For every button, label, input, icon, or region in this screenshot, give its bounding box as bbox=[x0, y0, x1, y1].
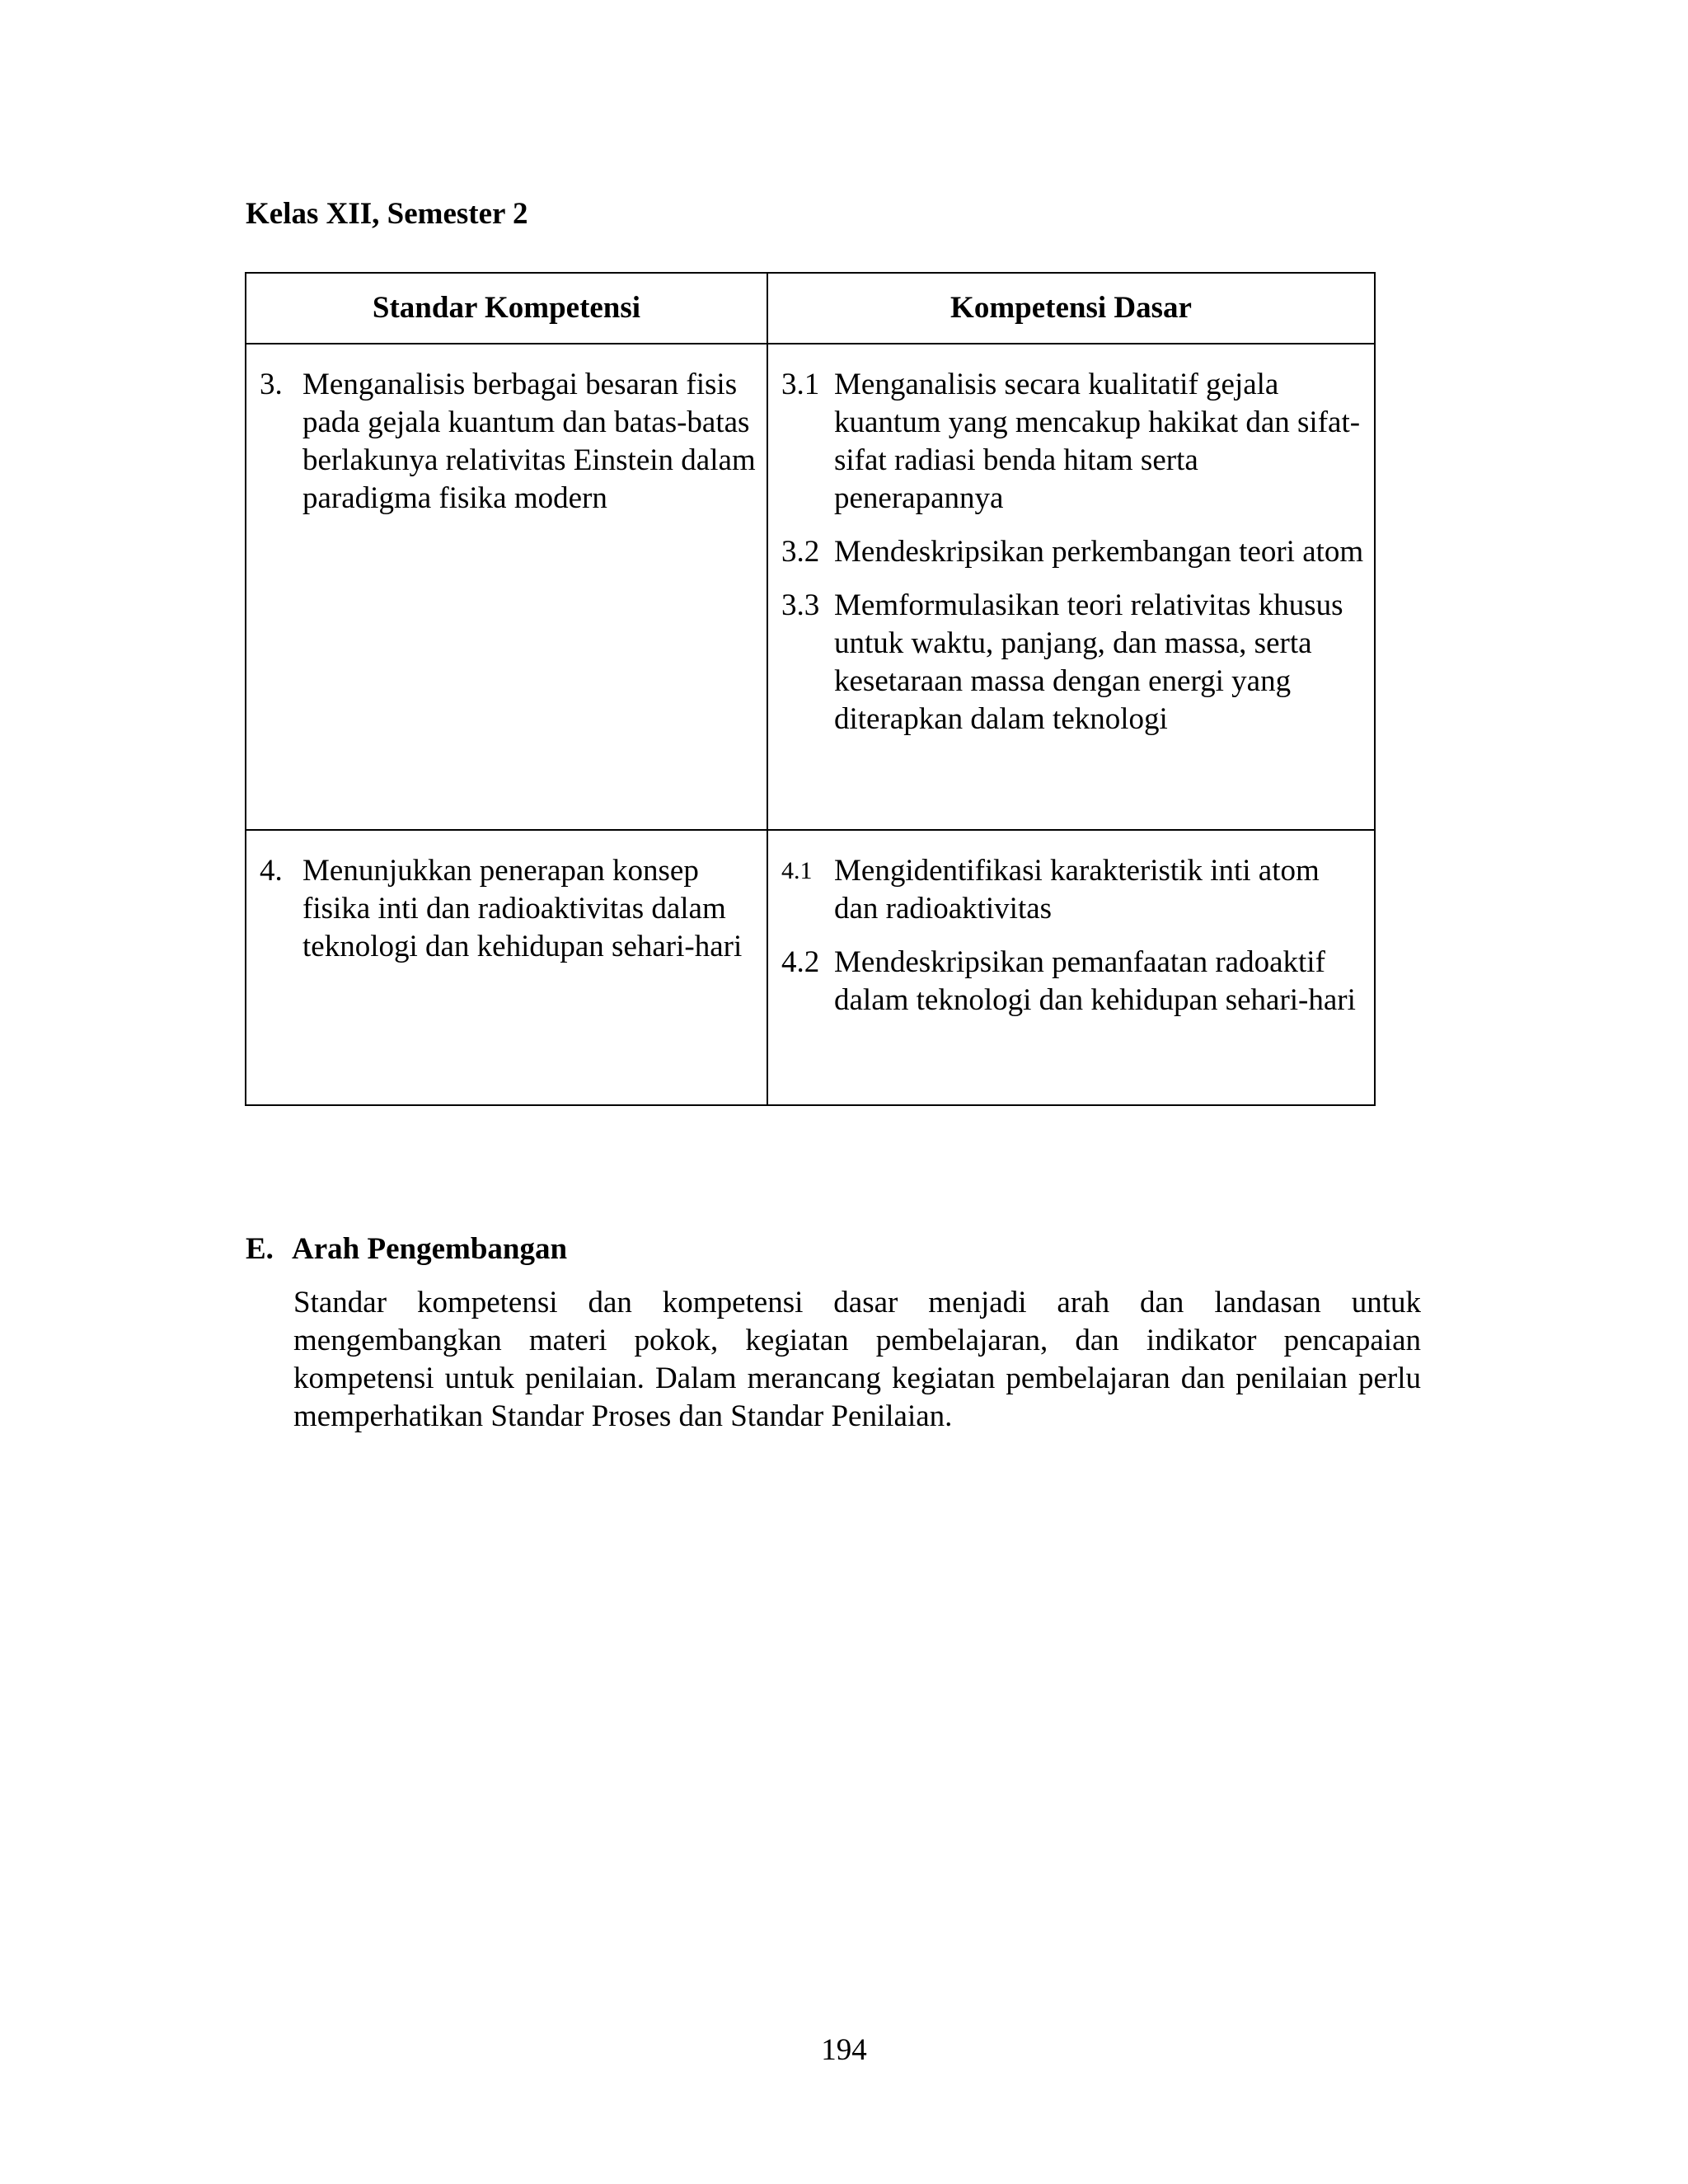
kd-item bbox=[781, 366, 1366, 518]
kd-item bbox=[781, 587, 1366, 738]
kd-item bbox=[781, 944, 1366, 1019]
header-kompetensi-dasar: Kompetensi Dasar bbox=[767, 273, 1375, 344]
sk-number: 4. bbox=[260, 854, 283, 888]
kd-item bbox=[781, 533, 1366, 571]
kd-text: Mendeskripsikan pemanfaatan radoaktif dalam teknologi dan kehidupan sehari-hari bbox=[834, 945, 1356, 1017]
section-e-body: Standar kompetensi dan kompetensi dasar menjadi arah dan landasan untuk mengembangkan materi pokok, kegiatan pembelajaran, dan indikator pencapaian kompetensi untuk penilaian. Dalam merancang kegiatan pembelajaran dan penilaian perlu memperhatikan Standar Proses dan Standar Penilaian. bbox=[293, 1286, 1421, 1433]
kd-cell bbox=[767, 830, 1375, 1105]
sk-text: Menunjukkan penerapan konsep fisika inti dan radioaktivitas dalam teknologi dan kehidupan sehari-hari bbox=[302, 854, 743, 963]
sk-text: Menganalisis berbagai besaran fisis pada gejala kuantum dan batas-batas berlakunya relativitas Einstein dalam paradigma fisika modern bbox=[302, 368, 756, 515]
section-e-heading bbox=[246, 1231, 567, 1267]
section-e-letter: E. bbox=[246, 1232, 274, 1266]
kd-number: 4.1 bbox=[781, 857, 813, 884]
kd-text: Mengidentifikasi karakteristik inti atom dan radioaktivitas bbox=[834, 854, 1320, 926]
kd-number: 3.2 bbox=[781, 535, 820, 569]
competency-table bbox=[245, 272, 1376, 1106]
sk-number: 3. bbox=[260, 368, 283, 401]
kd-number: 3.3 bbox=[781, 588, 820, 622]
kd-cell bbox=[767, 344, 1375, 830]
header-standar-kompetensi: Standar Kompetensi bbox=[246, 273, 767, 344]
kd-item bbox=[781, 852, 1366, 928]
kd-number: 4.2 bbox=[781, 945, 820, 979]
sk-cell bbox=[246, 830, 767, 1105]
kd-text: Menganalisis secara kualitatif gejala kuantum yang mencakup hakikat dan sifat-sifat radiasi benda hitam serta penerapannya bbox=[834, 368, 1361, 515]
table-header-row bbox=[246, 273, 1375, 344]
page-number: 194 bbox=[821, 2033, 867, 2067]
kd-text: Memformulasikan teori relativitas khusus untuk waktu, panjang, dan massa, serta kesetaraan massa dengan energi yang diterapkan dalam teknologi bbox=[834, 588, 1343, 736]
sk-cell bbox=[246, 344, 767, 830]
class-semester-heading: Kelas XII, Semester 2 bbox=[246, 197, 528, 231]
kd-number: 3.1 bbox=[781, 368, 820, 401]
section-e-title: Arah Pengembangan bbox=[292, 1232, 568, 1266]
table-row bbox=[246, 344, 1375, 830]
table-row bbox=[246, 830, 1375, 1105]
kd-text: Mendeskripsikan perkembangan teori atom bbox=[834, 535, 1364, 569]
